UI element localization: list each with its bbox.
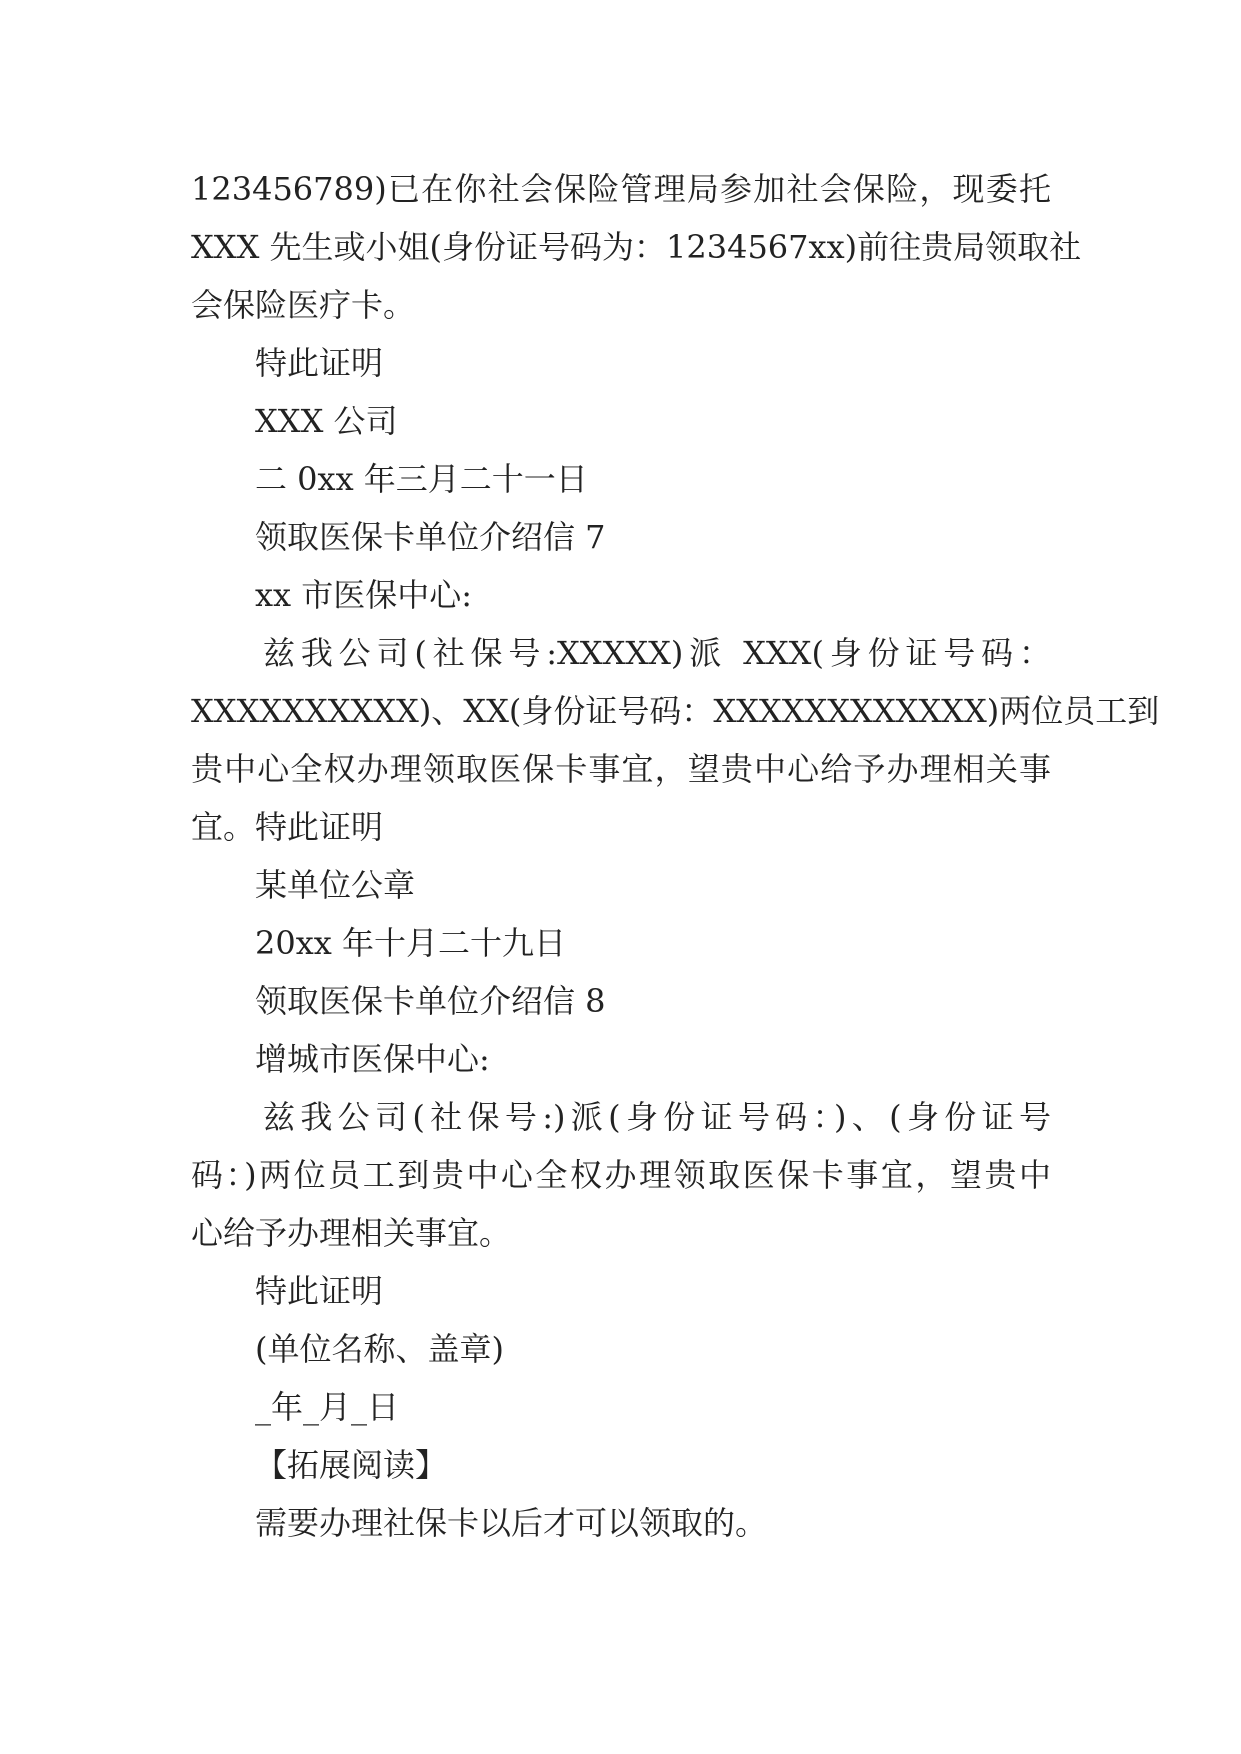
unit-name-placeholder: (单位名称、盖章) bbox=[255, 1330, 504, 1368]
date-line: 二 0xx 年三月二十一日 bbox=[255, 460, 588, 498]
paragraph-line: 兹我公司(社保号:XXXXX)派 XXX(身份证号码： bbox=[263, 634, 1051, 672]
date-placeholder: _年_月_日 bbox=[255, 1388, 400, 1426]
seal-text: 某单位公章 bbox=[255, 866, 416, 904]
section-title: 领取医保卡单位介绍信 7 bbox=[255, 518, 606, 556]
addressee: 增城市医保中心: bbox=[255, 1040, 490, 1078]
paragraph-line: 123456789)已在你社会保险管理局参加社会保险，现委托 bbox=[191, 170, 1051, 208]
paragraph-line: 贵中心全权办理领取医保卡事宜，望贵中心给予办理相关事 bbox=[191, 750, 1051, 788]
paragraph-line: 宜。特此证明 bbox=[191, 808, 384, 846]
extended-reading-text: 需要办理社保卡以后才可以领取的。 bbox=[255, 1504, 768, 1542]
addressee: xx 市医保中心: bbox=[255, 576, 473, 614]
company-name: XXX 公司 bbox=[255, 402, 398, 440]
paragraph-line: 兹我公司(社保号:)派(身份证号码：)、(身份证号 bbox=[263, 1098, 1051, 1136]
closing-text: 特此证明 bbox=[255, 1272, 384, 1310]
date-line: 20xx 年十月二十九日 bbox=[255, 924, 566, 962]
extended-reading-heading: 【拓展阅读】 bbox=[255, 1446, 448, 1484]
paragraph-line: XXXXXXXXXX)、XX(身份证号码：XXXXXXXXXXXX)两位员工到 bbox=[191, 692, 1160, 730]
paragraph-line: 码：)两位员工到贵中心全权办理领取医保卡事宜，望贵中 bbox=[191, 1156, 1051, 1194]
document-body bbox=[191, 160, 1160, 1552]
section-title: 领取医保卡单位介绍信 8 bbox=[255, 982, 606, 1020]
paragraph-line: XXX 先生或小姐(身份证号码为：1234567xx)前往贵局领取社 bbox=[191, 228, 1082, 266]
closing-text: 特此证明 bbox=[255, 344, 384, 382]
paragraph-line: 心给予办理相关事宜。 bbox=[191, 1214, 512, 1252]
paragraph-line: 会保险医疗卡。 bbox=[191, 286, 416, 324]
